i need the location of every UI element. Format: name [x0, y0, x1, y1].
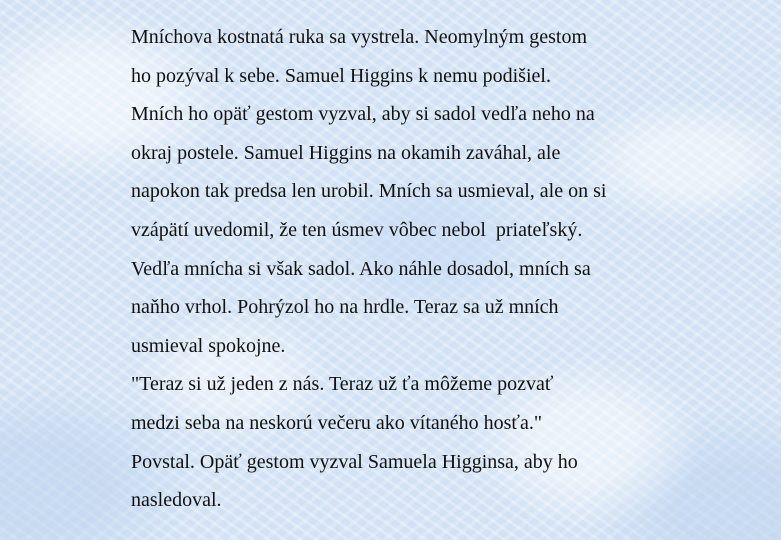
text-line: naňho vrhol. Pohrýzol ho na hrdle. Teraz sa už mních [131, 296, 559, 319]
text-line: ho pozýval k sebe. Samuel Higgins k nemu podišiel. [131, 64, 551, 87]
text-line: Mních ho opäť gestom vyzval, aby si sadol vedľa neho na [131, 103, 595, 126]
text-line: usmieval spokojne. [131, 334, 286, 357]
text-line: Mníchova kostnatá ruka sa vystrela. Neomylným gestom [131, 26, 588, 48]
text-line: napokon tak predsa len urobil. Mních sa usmieval, ale on si [131, 180, 607, 203]
text-line: "Teraz si už jeden z nás. Teraz už ťa môžeme pozvať [131, 373, 554, 396]
text-line: medzi seba na neskorú večeru ako vítaného hosťa." [131, 411, 543, 434]
text-line: Povstal. Opäť gestom vyzval Samuela Higginsa, aby ho [131, 450, 578, 473]
text-line: nasledoval. [131, 489, 222, 512]
story-text [131, 18, 751, 520]
text-line: vzápätí uvedomil, že ten úsmev vôbec nebol priateľský. [131, 218, 583, 241]
text-line: Vedľa mnícha si však sadol. Ako náhle dosadol, mních sa [131, 257, 591, 280]
text-line: okraj postele. Samuel Higgins na okamih zaváhal, ale [131, 141, 561, 164]
